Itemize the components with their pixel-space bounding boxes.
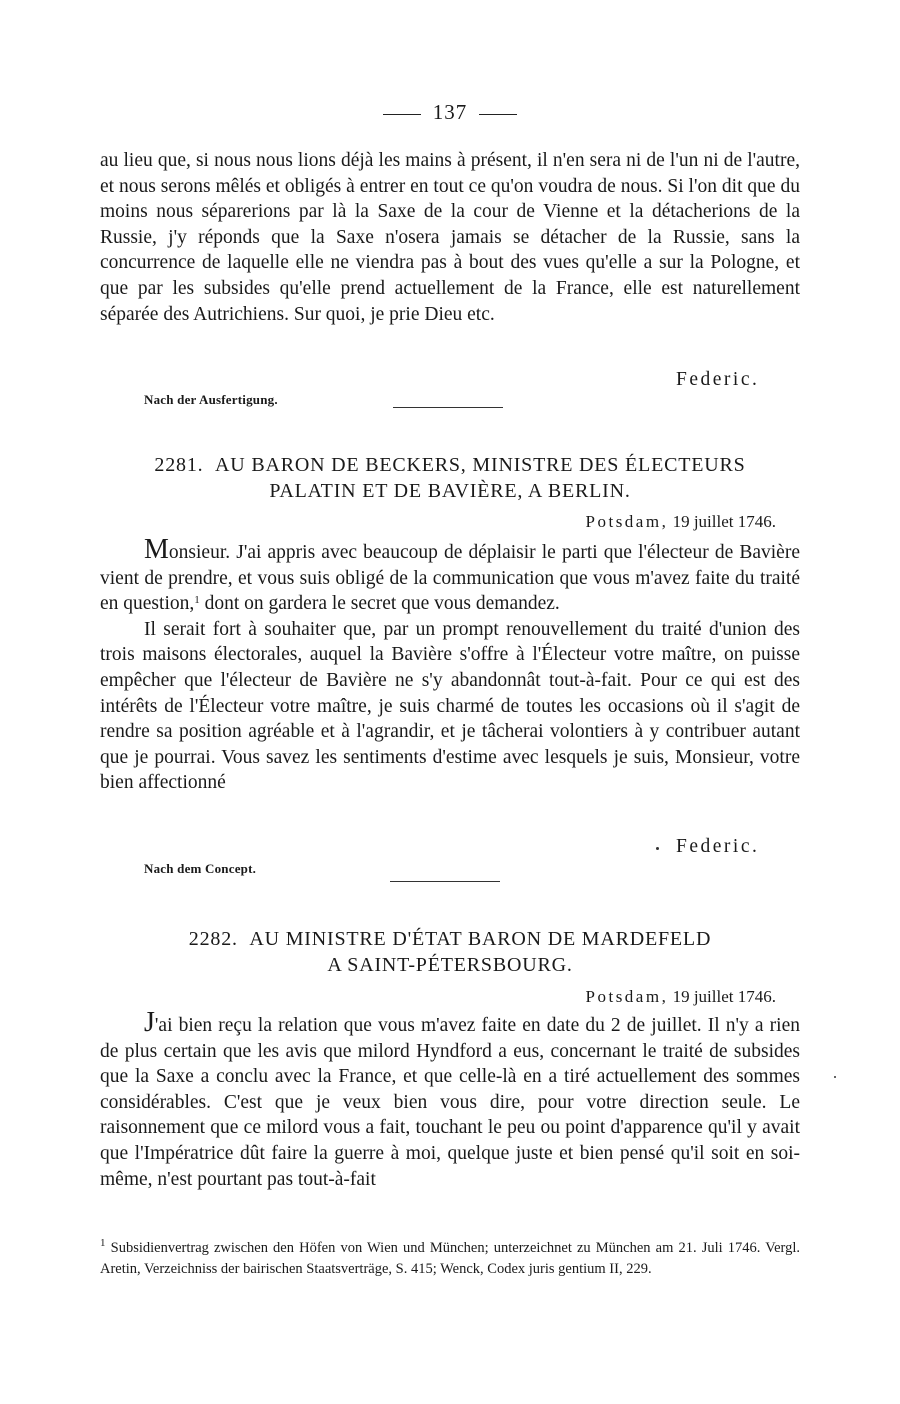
page-number-dash-left [383, 114, 421, 115]
letter-2281-heading-line1 [100, 452, 800, 478]
signature-federic-2: Federic. [676, 836, 760, 857]
page-number-dash-right [479, 114, 517, 115]
letter-2281-dateline [586, 512, 776, 532]
letter-2282-heading-line2: A SAINT-PÉTERSBOURG. [327, 954, 573, 976]
letter-2281-p1-tail: dont on gardera le secret que vous demandez. [199, 593, 560, 615]
letter-2281-heading [100, 452, 800, 504]
letter-2282-heading-line1 [100, 926, 800, 952]
letter-2282-dateline [586, 987, 776, 1007]
letter-2281-initial: M [144, 534, 169, 565]
letter-2282-number: 2282. [188, 928, 238, 950]
footnote-text: Subsidienvertrag zwischen den Höfen von Wien und München; unterzeichnet zu München am 21. Juli 1746. Vergl. Aretin, Verzeichniss der bairischen Staatsverträge, S. 415; Wenck, Codex juris gentium II, 229. [100, 1240, 801, 1277]
letter-2281-p1-text: onsieur. J'ai appris avec beaucoup de déplaisir le parti que l'électeur de Bavière vient de prendre, et vous suis obligé de la communication que vous m'avez faite du traité en question, [100, 542, 800, 615]
source-note-1: Nach der Ausfertigung. [144, 392, 278, 407]
letter-2281-heading-line2: PALATIN ET DE BAVIÈRE, A BERLIN. [269, 480, 631, 502]
letter-2282-body [100, 1007, 800, 1192]
section-divider-2 [390, 881, 500, 882]
letter-2281-body [100, 534, 800, 796]
letter-2281-heading-text1: AU BARON DE BECKERS, MINISTRE DES ÉLECTEURS [215, 454, 746, 476]
letter-2281-date-place: Potsdam, [585, 512, 669, 531]
footnote-mark: 1 [100, 1237, 106, 1249]
letter-2281-number: 2281. [154, 454, 204, 476]
page-number-text: 137 [432, 100, 468, 124]
footnote [100, 1238, 800, 1280]
page-number [0, 100, 900, 125]
stray-dot [656, 847, 659, 850]
signature-federic-1: Federic. [676, 369, 760, 390]
letter-2282-heading-text1: AU MINISTRE D'ÉTAT BARON DE MARDEFELD [249, 928, 712, 950]
footnote-ref-mark: 1 [194, 594, 200, 607]
letter-2282-p1-text: 'ai bien reçu la relation que vous m'avez faite en date du 2 de juillet. Il n'y a rien de plus certain que les avis que milord Hyndford a eus, concernant le traité de subsides que la Saxe a conclu avec la France, et que celle-là en a tiré actuellement des sommes considérables. C'est que je veux bien vous dire, pour votre direction seule. Le raisonnement que ce milord vous a fait, touchant le peu ou point d'apparence qu'il y avait que l'Impératrice dût faire la guerre à moi, quelque juste et bien pensé qu'il soit en soi-même, n'est pourtant pas tout-à-fait [100, 1015, 800, 1190]
letter-2282-date: 19 juillet 1746. [672, 987, 776, 1006]
continuation-block [100, 148, 800, 327]
continuation-paragraph: au lieu que, si nous nous lions déjà les mains à présent, il n'en sera ni de l'un ni de l'autre, et nous serons mêlés et obligés à entrer en tout ce qu'on voudra de nous. Si l'on dit que du moins nous séparerions par là la Saxe de la cour de Vienne et la détacherions de la Russie, j'y réponds que la Saxe n'osera jamais se détacher de la Russie, sans la concurrence de laquelle elle ne viendra pas à bout des vues qu'elle a sur la Pologne, et que par les subsides qu'elle prend actuellement de la France, elle est naturellement séparée des Autrichiens. Sur quoi, je prie Dieu etc. [100, 150, 800, 325]
source-note-2: Nach dem Concept. [144, 861, 257, 876]
letter-2281-date: 19 juillet 1746. [672, 512, 776, 531]
letter-2281-paragraph-2: Il serait fort à souhaiter que, par un prompt renouvellement du traité d'union des trois maisons électorales, auquel la Bavière s'offre à l'Électeur votre maître, on puisse empêcher que l'électeur de Bavière ne s'y abandonnât tout-à-fait. Pour ce qui est des intérêts de l'Électeur votre maître, je suis charmé de toutes les occasions où il s'agit de rendre sa position agréable et à l'agrandir, et je tâcherai volontiers à y contribuer autant que je pourrai. Vous savez les sentiments d'estime avec lesquels je suis, Monsieur, votre bien affectionné [100, 618, 800, 794]
letter-2282-heading [100, 926, 800, 978]
letter-2281-paragraph-1 [100, 534, 800, 617]
section-divider-1 [393, 407, 503, 408]
letter-2282-date-place: Potsdam, [585, 987, 669, 1006]
stray-mark [834, 1076, 836, 1078]
letter-2282-paragraph-1 [100, 1007, 800, 1192]
letter-2282-initial: J [144, 1007, 155, 1038]
